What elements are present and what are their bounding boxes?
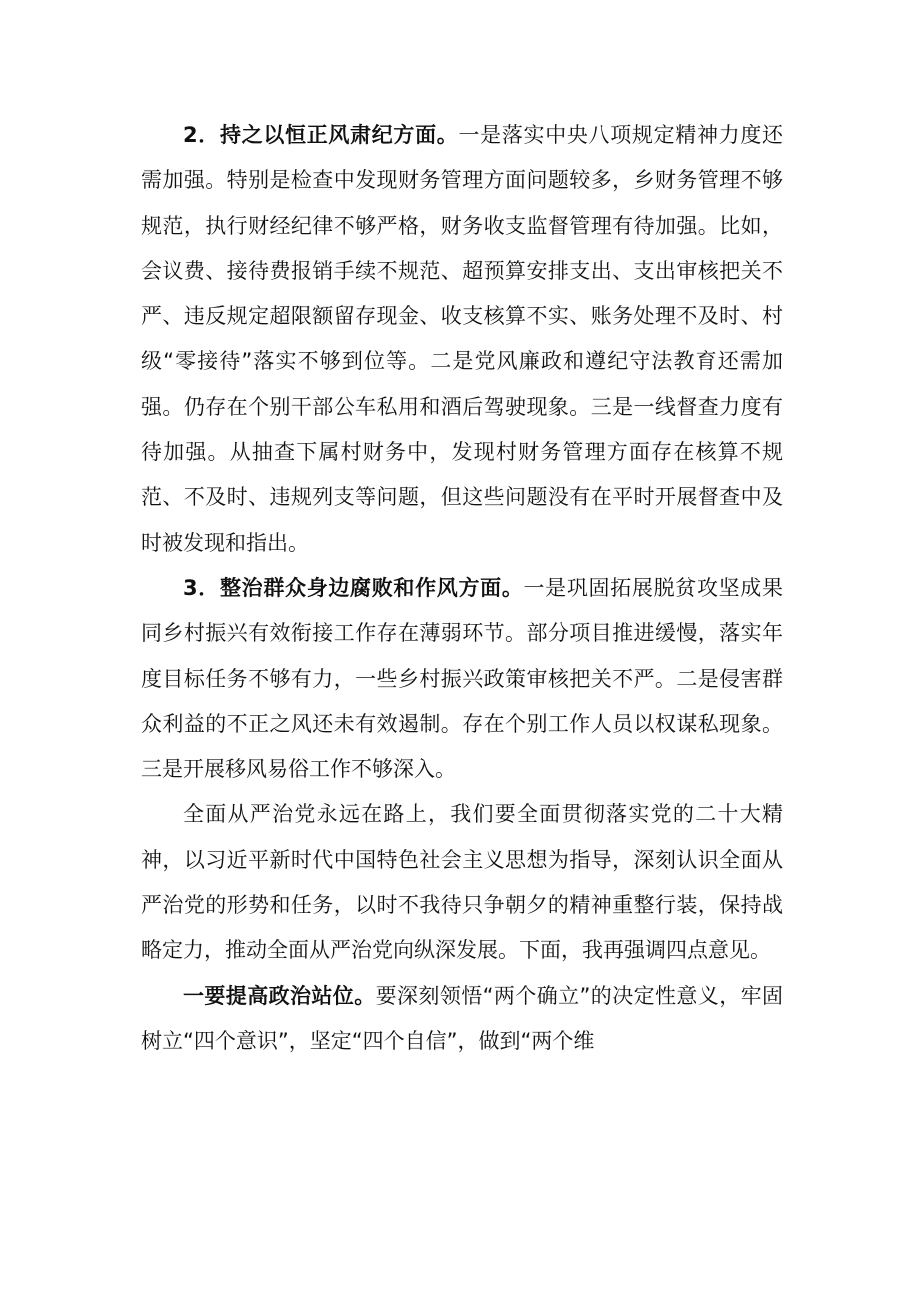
paragraph-discipline	[141, 113, 783, 566]
paragraph-heading: 3．整治群众身边腐败和作风方面。	[183, 575, 524, 600]
paragraph-text: 要深刻领悟“两个确立”的决定性意义，牢固树立“四个意识”，坚定“四个自信”，做到“两个维	[141, 983, 784, 1053]
paragraph-heading: 2．持之以恒正风肃纪方面。	[183, 123, 459, 147]
paragraph-text: 一是落实中央八项规定精神力度还需加强。特别是检查中发现财务管理方面问题较多，乡财务管理不够规范，执行财经纪律不够严格，财务收支监督管理有待加强。比如，会议费、接待费报销手续不规范、超预算安排支出、支出审核把关不严、违反规定超限额留存现金、收支核算不实、账务处理不及时、村级“零接待”落实不够到位等。二是党风廉政和遵纪守法教育还需加强。仍存在个别干部公车私用和酒后驾驶现象。三是一线督查力度有待加强。从抽查下属村财务中，发现村财务管理方面存在核算不规范、不及时、违规列支等问题，但这些问题没有在平时开展督查中及时被发现和指出。	[141, 123, 783, 555]
paragraph-text: 一是巩固拓展脱贫攻坚成果同乡村振兴有效衔接工作存在薄弱环节。部分项目推进缓慢，落实年度目标任务不够有力，一些乡村振兴政策审核把关不严。二是侵害群众利益的不正之风还未有效遏制。存在个别工作人员以权谋私现象。三是开展移风易俗工作不够深入。	[141, 575, 783, 782]
paragraph-text: 全面从严治党永远在路上，我们要全面贯彻落实党的二十大精神，以习近平新时代中国特色社会主义思想为指导，深刻认识全面从严治党的形势和任务，以时不我待只争朝夕的精神重整行装，保持战略定力，推动全面从严治党向纵深发展。下面，我再强调四点意见。	[141, 802, 783, 963]
paragraph-political-stance	[141, 974, 783, 1065]
document-body	[141, 113, 783, 1064]
paragraph-summary	[141, 792, 783, 973]
paragraph-heading: 一要提高政治站位。	[183, 983, 376, 1008]
paragraph-corruption	[141, 566, 783, 792]
